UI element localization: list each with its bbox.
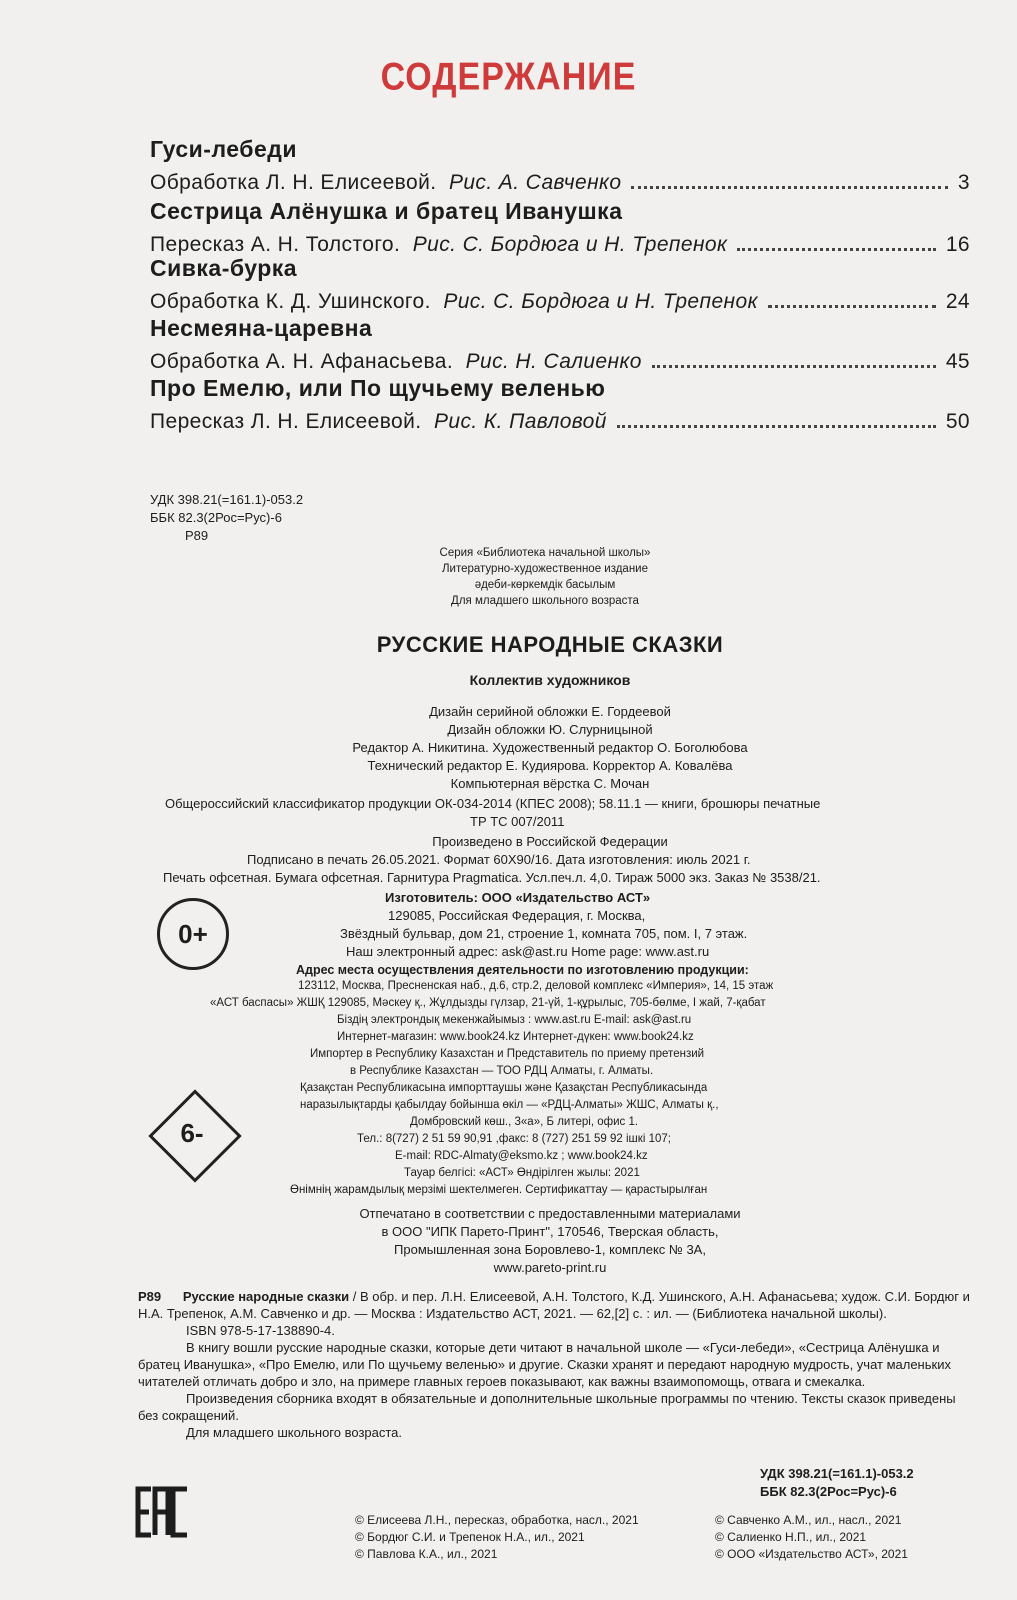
toc-artist: Рис. Н. Салиенко xyxy=(465,350,642,373)
book-title: РУССКИЕ НАРОДНЫЕ СКАЗКИ xyxy=(376,632,724,657)
toc-leader xyxy=(768,305,936,308)
publisher-address: 129085, Российская Федерация, г. Москва, xyxy=(388,908,646,923)
toc-line-1 xyxy=(150,171,970,195)
genre-line-kz: әдеби-көркемдік басылым xyxy=(474,579,616,591)
kz-address: «АСТ баспасы» ЖШҚ 129085, Мәскеу қ., Жұлдызды гүлзар, 21-үй, 1-құрылыс, 705-бөлме, I жай, 7-қабат xyxy=(210,997,766,1009)
kz-contact: Біздің электрондық мекенжайымыз : www.ast.ru E-mail: ask@ast.ru xyxy=(337,1014,692,1026)
publisher-contact: Наш электронный адрес: ask@ast.ru Home page: www.ast.ru xyxy=(346,944,710,959)
biblio-code: Р89 xyxy=(138,1289,162,1304)
copyright-line: © Савченко А.М., ил., насл., 2021 xyxy=(715,1513,902,1527)
shelf-life-line: Өнімнің жарамдылық мерзімі шектелмеген. Сертификаттау — қарастырылған xyxy=(290,1184,708,1196)
toc-credit: Обработка К. Д. Ушинского. xyxy=(150,290,431,313)
eac-logo-icon xyxy=(135,1485,191,1539)
toc-line-3 xyxy=(150,290,970,314)
importer-kz-line: Қазақстан Республикасына импорттаушы және Қазақстан Республикасында xyxy=(300,1082,708,1094)
toc-page: 3 xyxy=(957,171,970,194)
kz-shop: Интернет-магазин: www.book24.kz Интернет-дүкен: www.book24.kz xyxy=(337,1031,694,1043)
copyright-line: © Салиенко Н.П., ил., 2021 xyxy=(715,1530,867,1544)
toc-artist: Рис. К. Павловой xyxy=(433,410,607,433)
toc-page: 50 xyxy=(945,410,970,433)
biblio-title: Русские народные сказки xyxy=(182,1289,350,1304)
trademark-line: Тауар белгісі: «АСТ» Өндірілген жылы: 2021 xyxy=(404,1167,640,1179)
toc-title-5: Про Емелю, или По щучьему веленью xyxy=(150,375,606,401)
udk-code: УДК 398.21(=161.1)-053.2 xyxy=(150,492,304,507)
importer-line: в Республике Казахстан — ТОО РДЦ Алматы, г. Алматы. xyxy=(350,1065,654,1077)
printer-line: Промышленная зона Боровлево-1, комплекс № 3А, xyxy=(394,1242,706,1257)
toc-leader xyxy=(617,425,936,428)
credit-line: Компьютерная вёрстка С. Мочан xyxy=(450,776,650,791)
classifier-line: Общероссийский классификатор продукции ОК-034-2014 (КПЕС 2008); 58.11.1 — книги, брошюры печатные xyxy=(165,796,821,811)
author-sign: Р89 xyxy=(185,528,209,543)
credit-line: Технический редактор Е. Кудиярова. Корректор А. Ковалёва xyxy=(367,758,733,773)
biblio-desc: / В обр. и пер. Л.Н. Елисеевой, А.Н. Толстого, К.Д. Ушинского, А.Н. Афанасьева; худож. С.И. Бордюг и Н.А. Трепенок, А.М. Савченко и др. — Москва : Издательство АСТ, 2021. — 62,[2] с. : ил. — (Библиотека начальной школы). xyxy=(138,1289,970,1321)
kz-age-label: 6- xyxy=(180,1117,204,1148)
toc-page: 16 xyxy=(945,233,970,256)
printer-line: www.pareto-print.ru xyxy=(493,1260,607,1275)
biblio-annotation: Для младшего школьного возраста. xyxy=(186,1425,403,1440)
printer-line: в ООО "ИПК Парето-Принт", 170546, Тверская область, xyxy=(381,1224,719,1239)
toc-leader xyxy=(631,186,947,189)
udk-code-bottom: УДК 398.21(=161.1)-053.2 xyxy=(760,1466,914,1481)
toc-title-4: Несмеяна-царевна xyxy=(150,315,373,341)
publisher-name: Изготовитель: ООО «Издательство АСТ» xyxy=(385,890,651,905)
toc-page: 24 xyxy=(945,290,970,313)
toc-line-4 xyxy=(150,350,970,374)
produced-line: Произведено в Российской Федерации xyxy=(432,834,668,849)
biblio-annotation: В книгу вошли русские народные сказки, которые дети читают в начальной школе — «Гуси-лебеди», «Сестрица Алёнушка и братец Иванушка», «Про Емелю, или По щучьему веленью» и другие. Сказки хранят и передают народную мудрость, учат маленьких читателей отличать добро и зло, на примере главных героев показывают, как важны взаимопомощь, отвага и смекалка. xyxy=(138,1340,951,1389)
copyright-line: © Бордюг С.И. и Трепенок Н.А., ил., 2021 xyxy=(355,1530,585,1544)
copyright-line: © Елисеева Л.Н., пересказ, обработка, насл., 2021 xyxy=(355,1513,639,1527)
toc-leader xyxy=(652,365,936,368)
print-line: Печать офсетная. Бумага офсетная. Гарнитура Pragmatica. Усл.печ.л. 4,0. Тираж 5000 экз. Заказ № 3538/21. xyxy=(163,870,821,885)
toc-credit: Пересказ Л. Н. Елисеевой. xyxy=(150,410,422,433)
contents-heading: СОДЕРЖАНИЕ xyxy=(380,55,637,99)
credit-line: Редактор А. Никитина. Художественный редактор О. Боголюбова xyxy=(352,740,748,755)
toc-line-5 xyxy=(150,410,970,434)
toc-artist: Рис. А. Савченко xyxy=(448,171,622,194)
toc-credit: Пересказ А. Н. Толстого. xyxy=(150,233,401,256)
biblio-isbn: ISBN 978-5-17-138890-4. xyxy=(186,1323,335,1338)
artists-line: Коллектив художников xyxy=(469,672,631,688)
age-rating-badge: 0+ xyxy=(157,898,229,970)
kz-age-badge xyxy=(144,1085,240,1181)
toc-leader xyxy=(737,248,936,251)
importer-line: Импортер в Республику Казахстан и Представитель по приему претензий xyxy=(310,1048,705,1060)
genre-line: Литературно-художественное издание xyxy=(441,563,649,575)
bbk-code-bottom: ББК 82.3(2Рос=Рус)-6 xyxy=(760,1484,897,1499)
printer-line: Отпечатано в соответствии с предоставленными материалами xyxy=(359,1206,741,1221)
credit-line: Дизайн обложки Ю. Слурницыной xyxy=(447,722,653,737)
credit-line: Дизайн серийной обложки Е. Гордеевой xyxy=(429,704,671,719)
phone-line: Тел.: 8(727) 2 51 59 90,91 ,факс: 8 (727) 251 59 92 ішкі 107; xyxy=(357,1133,671,1145)
toc-title-2: Сестрица Алёнушка и братец Иванушка xyxy=(150,198,623,224)
age-line: Для младшего школьного возраста xyxy=(451,595,639,607)
toc-artist: Рис. С. Бордюга и Н. Трепенок xyxy=(412,233,728,256)
series-line: Серия «Библиотека начальной школы» xyxy=(439,547,651,559)
bibliographic-record xyxy=(138,1288,973,1441)
importer-kz-line: наразылықтарды қабылдау бойынша өкіл — «РДЦ-Алматы» ЖШС, Алматы қ., xyxy=(300,1099,719,1111)
toc-title-3: Сивка-бурка xyxy=(150,255,298,281)
copyright-line: © Павлова К.А., ил., 2021 xyxy=(355,1547,498,1561)
production-address: 123112, Москва, Пресненская наб., д.6, стр.2, деловой комплекс «Империя», 14, 15 этаж xyxy=(298,980,774,992)
toc-title-1: Гуси-лебеди xyxy=(150,136,298,162)
toc-credit: Обработка Л. Н. Елисеевой. xyxy=(150,171,437,194)
toc-artist: Рис. С. Бордюга и Н. Трепенок xyxy=(443,290,758,313)
production-address-heading: Адрес места осуществления деятельности по изготовлению продукции: xyxy=(296,963,749,977)
email-line: E-mail: RDC-Almaty@eksmo.kz ; www.book24.kz xyxy=(395,1150,648,1162)
bbk-code: ББК 82.3(2Рос=Рус)-6 xyxy=(150,510,282,525)
toc-credit: Обработка А. Н. Афанасьева. xyxy=(150,350,454,373)
toc-page: 45 xyxy=(945,350,970,373)
copyright-line: © ООО «Издательство АСТ», 2021 xyxy=(715,1547,908,1561)
tr-ts-line: ТР ТС 007/2011 xyxy=(470,814,565,829)
biblio-annotation: Произведения сборника входят в обязательные и дополнительные школьные программы по чтению. Тексты сказок приведены без сокращений. xyxy=(138,1391,956,1423)
publisher-address: Звёздный бульвар, дом 21, строение 1, комната 705, пом. I, 7 этаж. xyxy=(340,926,748,941)
toc-line-2 xyxy=(150,233,970,257)
importer-kz-line: Домбровский көш., 3«а», Б литері, офис 1. xyxy=(410,1116,639,1128)
signed-line: Подписано в печать 26.05.2021. Формат 60Х90/16. Дата изготовления: июль 2021 г. xyxy=(247,852,751,867)
eac-conformity-mark xyxy=(135,1485,191,1539)
